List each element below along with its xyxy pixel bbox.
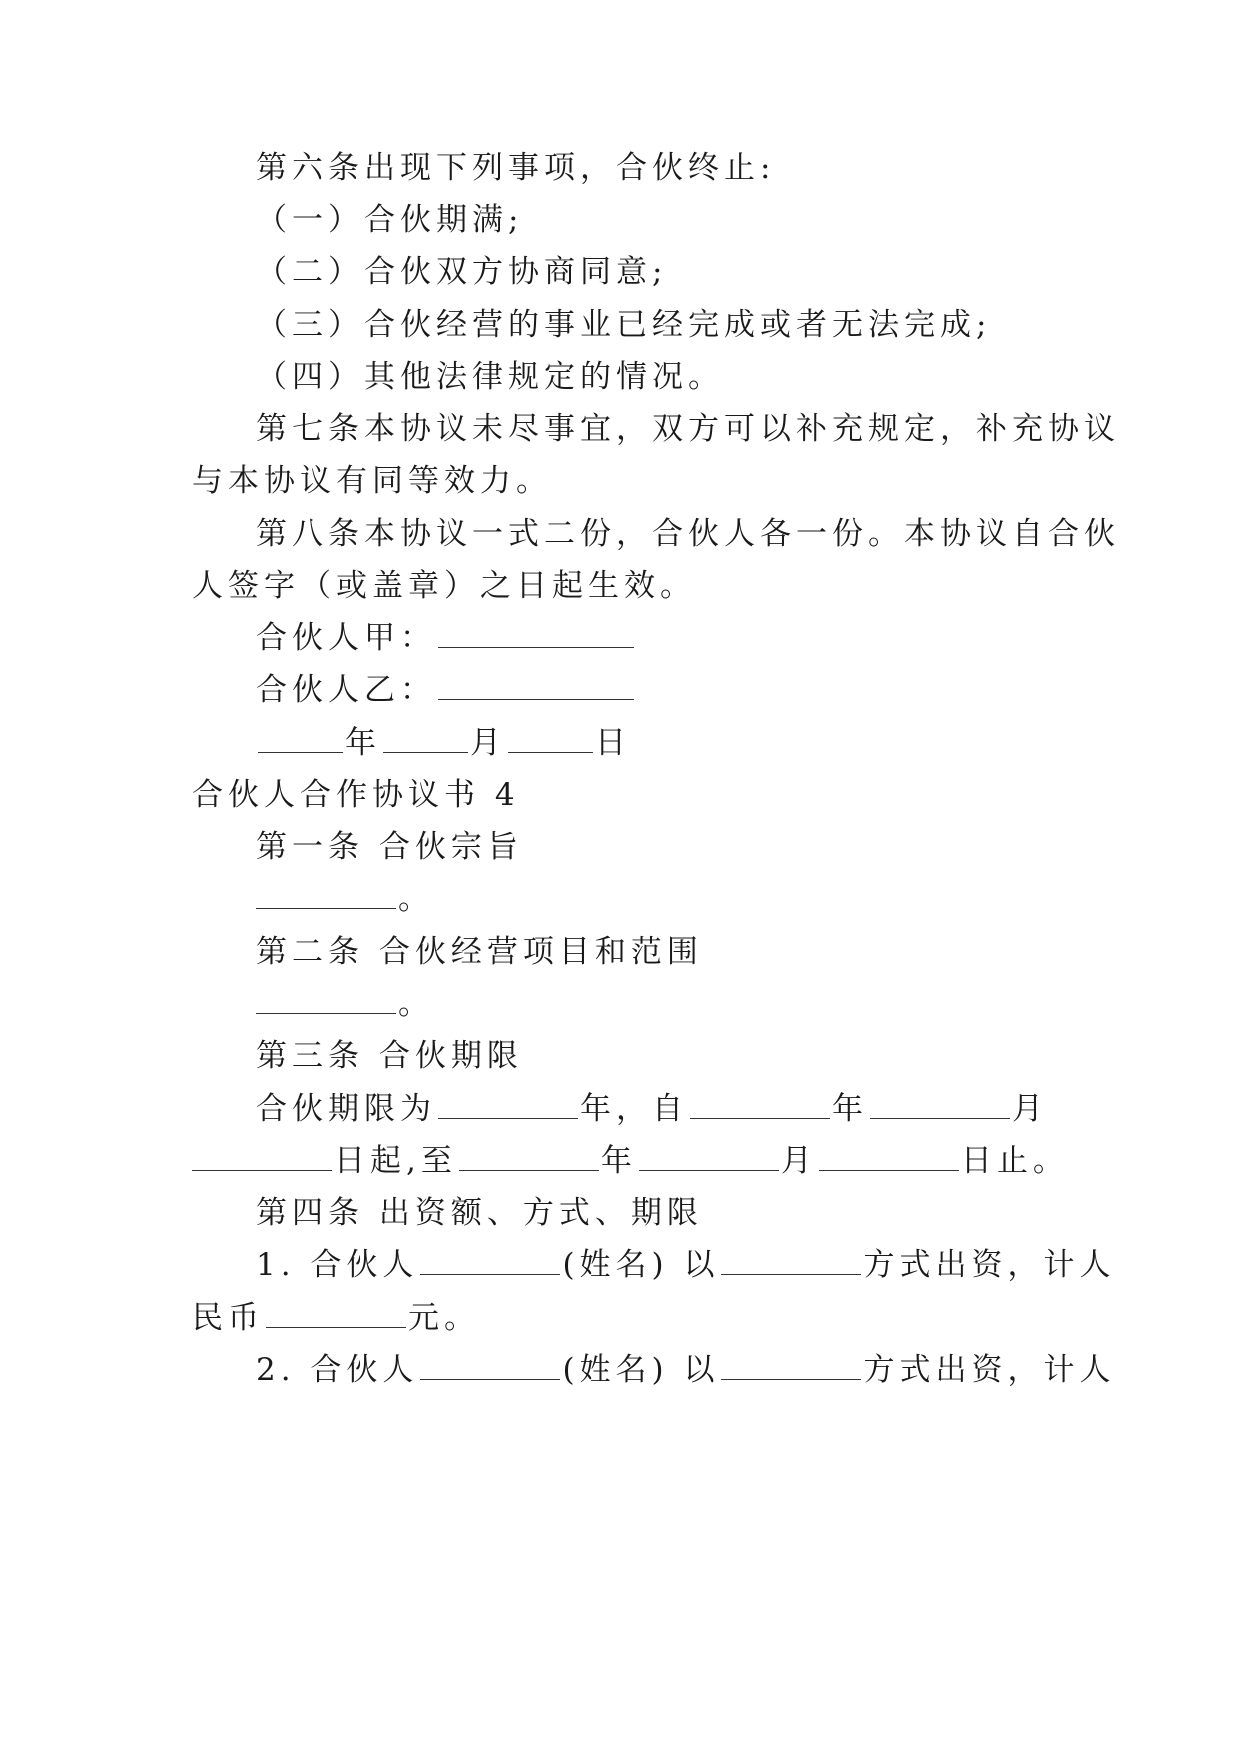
partner-2-name-blank [420, 1351, 560, 1380]
partner-1-name-blank [420, 1246, 560, 1275]
article-4-heading: 第四条 出资额、方式、期限 [256, 1195, 703, 1231]
termination-item-4: （四）其他法律规定的情况。 [256, 359, 724, 395]
partner-b-blank [438, 671, 634, 700]
term-years-blank [438, 1090, 578, 1119]
partner-2-method-blank [721, 1351, 861, 1380]
section-title: 合伙人合作协议书 4 [192, 777, 520, 813]
purpose-blank [256, 880, 396, 909]
article-3-line-2: 日起,至 年 月 日止。 [192, 1141, 1052, 1181]
start-day-blank [192, 1142, 332, 1171]
end-year-blank [459, 1142, 599, 1171]
article-1-heading: 第一条 合伙宗旨 [256, 829, 523, 865]
article-8-line-2: 人签字（或盖章）之日起生效。 [192, 568, 696, 604]
article-2-heading: 第二条 合伙经营项目和范围 [256, 934, 703, 970]
contribution-1-line-1: 1. 合伙人 (姓名) 以 方式出资，计人 [256, 1247, 1116, 1283]
partner-1-amount-blank [266, 1299, 406, 1328]
partner-1-method-blank [721, 1246, 861, 1275]
partner-b-signature: 合伙人乙： [256, 670, 1052, 710]
start-year-blank [690, 1090, 830, 1119]
article-6-heading: 第六条出现下列事项，合伙终止: [256, 150, 776, 186]
partner-a-signature: 合伙人甲： [256, 618, 1052, 658]
year-blank [258, 724, 343, 753]
article-8-line-1: 第八条本协议一式二份，合伙人各一份。本协议自合伙 [256, 516, 1120, 552]
end-day-blank [819, 1142, 959, 1171]
article-3-line-1: 合伙期限为 年，自 年 月 [256, 1091, 1048, 1127]
partner-a-blank [438, 619, 634, 648]
article-2-body: 。 [256, 984, 1052, 1024]
termination-item-3: （三）合伙经营的事业已经完成或者无法完成; [256, 307, 992, 343]
scope-blank [256, 985, 396, 1014]
start-month-blank [870, 1090, 1010, 1119]
signing-date: 年 月 日 [256, 723, 1052, 763]
contribution-2-line-1: 2. 合伙人 (姓名) 以 方式出资，计人 [256, 1352, 1116, 1388]
end-month-blank [639, 1142, 779, 1171]
month-blank [383, 724, 468, 753]
article-7-line-2: 与本协议有同等效力。 [192, 463, 552, 499]
termination-item-1: （一）合伙期满; [256, 202, 524, 238]
article-3-heading: 第三条 合伙期限 [256, 1038, 523, 1074]
day-blank [508, 724, 593, 753]
article-1-body: 。 [256, 879, 1052, 919]
termination-item-2: （二）合伙双方协商同意; [256, 254, 668, 290]
article-7-line-1: 第七条本协议未尽事宜，双方可以补充规定，补充协议 [256, 411, 1120, 447]
contribution-1-line-2: 民币 元。 [192, 1300, 480, 1336]
